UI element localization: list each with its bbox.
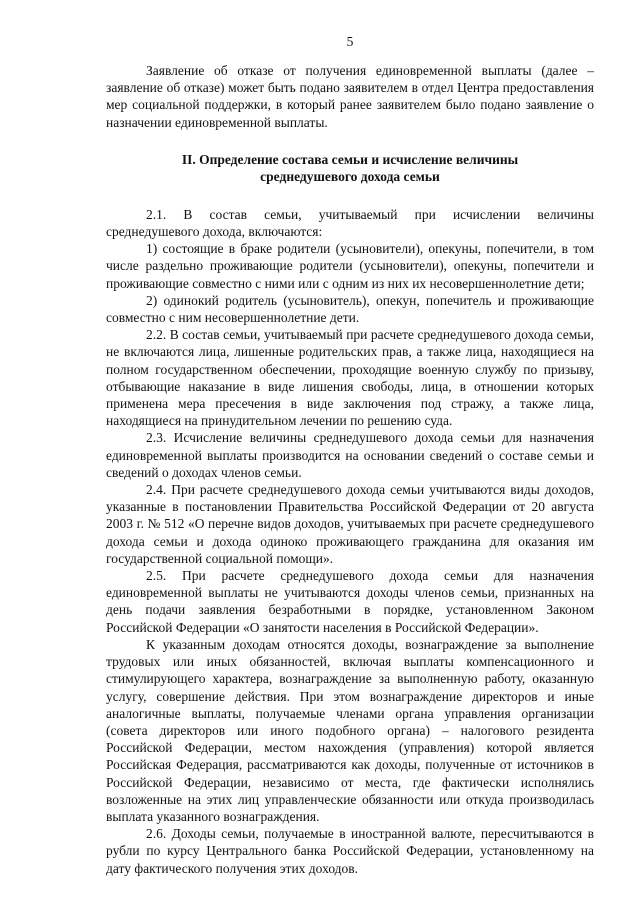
paragraph-2-1-item-1: 1) состоящие в браке родители (усыновители), опекуны, попечители, в том числе раздельно проживающие родители (усыновители), опекуны, попечители и проживающие совместно с ними или с одним из них их несовершеннолетние дети;: [106, 241, 594, 291]
intro-paragraph: Заявление об отказе от получения единовременной выплаты (далее – заявление об отказе) может быть подано заявителем в отдел Центра предоставления мер социальной поддержки, в который ранее заявителем было подано заявление о назначении единовременной выплаты.: [106, 63, 594, 130]
section-heading-line-1: II. Определение состава семьи и исчисление величины: [181, 151, 519, 167]
paragraph-income-types: К указанным доходам относятся доходы, вознаграждение за выполнение трудовых или иных обязанностей, включая выплаты компенсационного и стимулирующего характера, вознаграждение за выполненную работу, оказанную услугу, совершение действия. При этом вознаграждение директоров и иные аналогичные выплаты, получаемые членами органа управления организации (совета директоров или иного подобного органа) – налогового резидента Российской Федерации, местом нахождения (управления) которой является Российская Федерация, рассматриваются как доходы, полученные от источников в Российской Федерации, независимо от места, где фактически исполнялись возложенные на этих лиц управленческие обязанности или откуда производилась выплата указанного вознаграждения.: [106, 636, 594, 824]
paragraph-2-4: 2.4. При расчете среднедушевого дохода семьи учитываются виды доходов, указанные в постановлении Правительства Российской Федерации от 20 августа 2003 г. № 512 «О перечне видов доходов, учитываемых при расчете среднедушевого дохода семьи и дохода одиноко проживающего гражданина для оказания им государственной социальной помощи».: [106, 482, 594, 566]
paragraph-2-5: 2.5. При расчете среднедушевого дохода семьи для назначения единовременной выплаты не учитываются доходы членов семьи, признанных на день подачи заявления безработными в порядке, установленном Законом Российской Федерации «О занятости населения в Российской Федерации».: [106, 568, 594, 635]
paragraph-2-1: 2.1. В состав семьи, учитываемый при исчислении величины среднедушевого дохода, включаются:: [106, 206, 594, 240]
paragraph-2-6: 2.6. Доходы семьи, получаемые в иностранной валюте, пересчитываются в рубли по курсу Центрального банка Российской Федерации, установленному на дату фактического получения этих доходов.: [106, 826, 594, 876]
paragraph-2-2: 2.2. В состав семьи, учитываемый при расчете среднедушевого дохода семьи, не включаются лица, лишенные родительских прав, а также лица, находящиеся на полном государственном обеспечении, проходящие военную службу по призыву, отбывающие наказание в виде лишения свободы, лица, в отношении которых применена мера пресечения в виде заключения под стражу, а также лица, находящиеся на принудительном лечении по решению суда.: [106, 327, 594, 429]
section-heading-line-2: среднедушевого дохода семьи: [260, 169, 440, 185]
page-number: 5: [346, 34, 354, 49]
section-heading: [106, 151, 594, 186]
paragraph-2-1-item-2: 2) одинокий родитель (усыновитель), опекун, попечитель и проживающие совместно с ним несовершеннолетние дети.: [106, 292, 594, 326]
document-page: [106, 34, 594, 877]
paragraph-2-3: 2.3. Исчисление величины среднедушевого дохода семьи для назначения единовременной выплаты производится на основании сведений о составе семьи и сведений о доходах членов семьи.: [106, 430, 594, 480]
